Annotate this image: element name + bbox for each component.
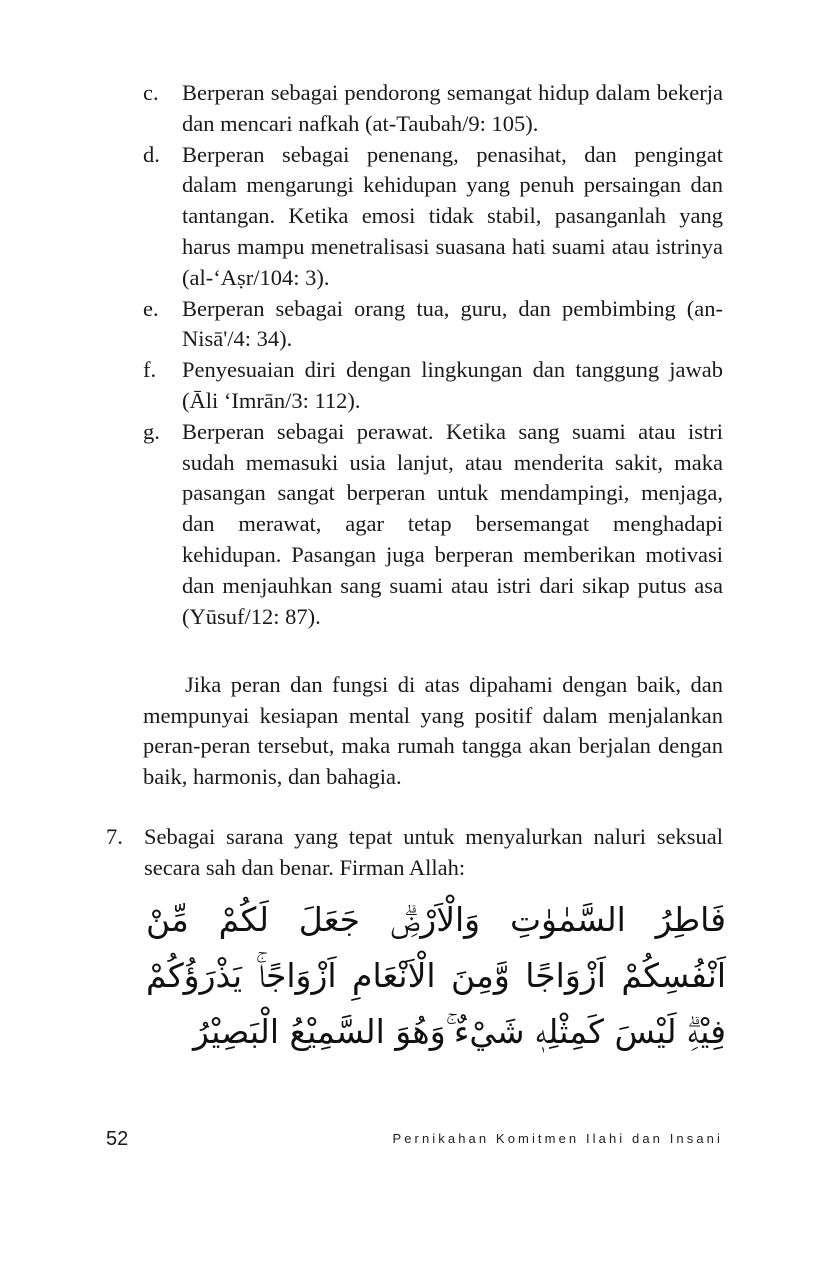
list-marker: f. [143, 357, 157, 383]
list-item-text: Berperan sebagai orang tua, guru, dan pembimbing (an-Nisā'/4: 34). [182, 295, 723, 352]
list-item-text: Berperan sebagai penenang, penasihat, dan pengingat dalam mengarungi kehidupan yang penuh persaingan dan tantangan. Ketika emosi tidak stabil, pasanganlah yang harus mampu menetralisasi suasana hati suami atau istrinya (al-‘Aṣr/104: 3). [182, 141, 723, 290]
list-item-f [143, 355, 723, 417]
list-item-e [143, 294, 723, 356]
list-item-g [143, 417, 723, 633]
role-list [143, 78, 723, 632]
list-item-text: Berperan sebagai pendorong semangat hidup dalam bekerja dan mencari nafkah (at-Taubah/9: 105). [182, 80, 723, 136]
numbered-marker: 7. [106, 824, 123, 849]
numbered-item-7 [106, 822, 723, 883]
running-footer-title: Pernikahan Komitmen Ilahi dan Insani [392, 1131, 723, 1146]
list-item-d [143, 140, 723, 294]
list-item-text: Penyesuaian diri dengan lingkungan dan tanggung jawab (Āli ‘Imrān/3: 112). [182, 357, 723, 413]
list-marker: c. [143, 80, 159, 105]
summary-paragraph: Jika peran dan fungsi di atas dipahami dengan baik, dan mempunyai kesiapan mental yang positif dalam menjalankan peran-peran tersebut, maka rumah tangga akan berjalan dengan baik, harmonis, dan bahagia. [143, 672, 723, 789]
list-item-c [143, 78, 723, 140]
list-marker: d. [143, 141, 160, 167]
list-item-text: Berperan sebagai perawat. Ketika sang suami atau istri sudah memasuki usia lanjut, atau menderita sakit, maka pasangan sangat berperan untuk mendampingi, menjaga, dan merawat, agar tetap bersemangat menghadapi kehidupan. Pasangan juga berperan memberikan motivasi dan menjauhkan sang suami atau istri dari sikap putus asa (Yūsuf/12: 87). [182, 418, 723, 629]
quran-verse: فَاطِرُ السَّمٰوٰتِ وَالْاَرْضِۗ جَعَلَ لَكُمْ مِّنْ اَنْفُسِكُمْ اَزْوَاجًا وَّمِنَ الْاَنْعَامِ اَزْوَاجًاۚ يَذْرَؤُكُمْ فِيْهِۗ لَيْسَ كَمِثْلِهٖ شَيْءٌ ۚوَهُوَ السَّمِيْعُ الْبَصِيْرُ [146, 900, 726, 1051]
list-marker: e. [143, 295, 159, 321]
numbered-item-text: Sebagai sarana yang tepat untuk menyalurkan naluri seksual secara sah dan benar. Firman Allah: [144, 824, 723, 880]
list-marker: g. [143, 418, 160, 444]
page-number: 52 [106, 1128, 129, 1150]
